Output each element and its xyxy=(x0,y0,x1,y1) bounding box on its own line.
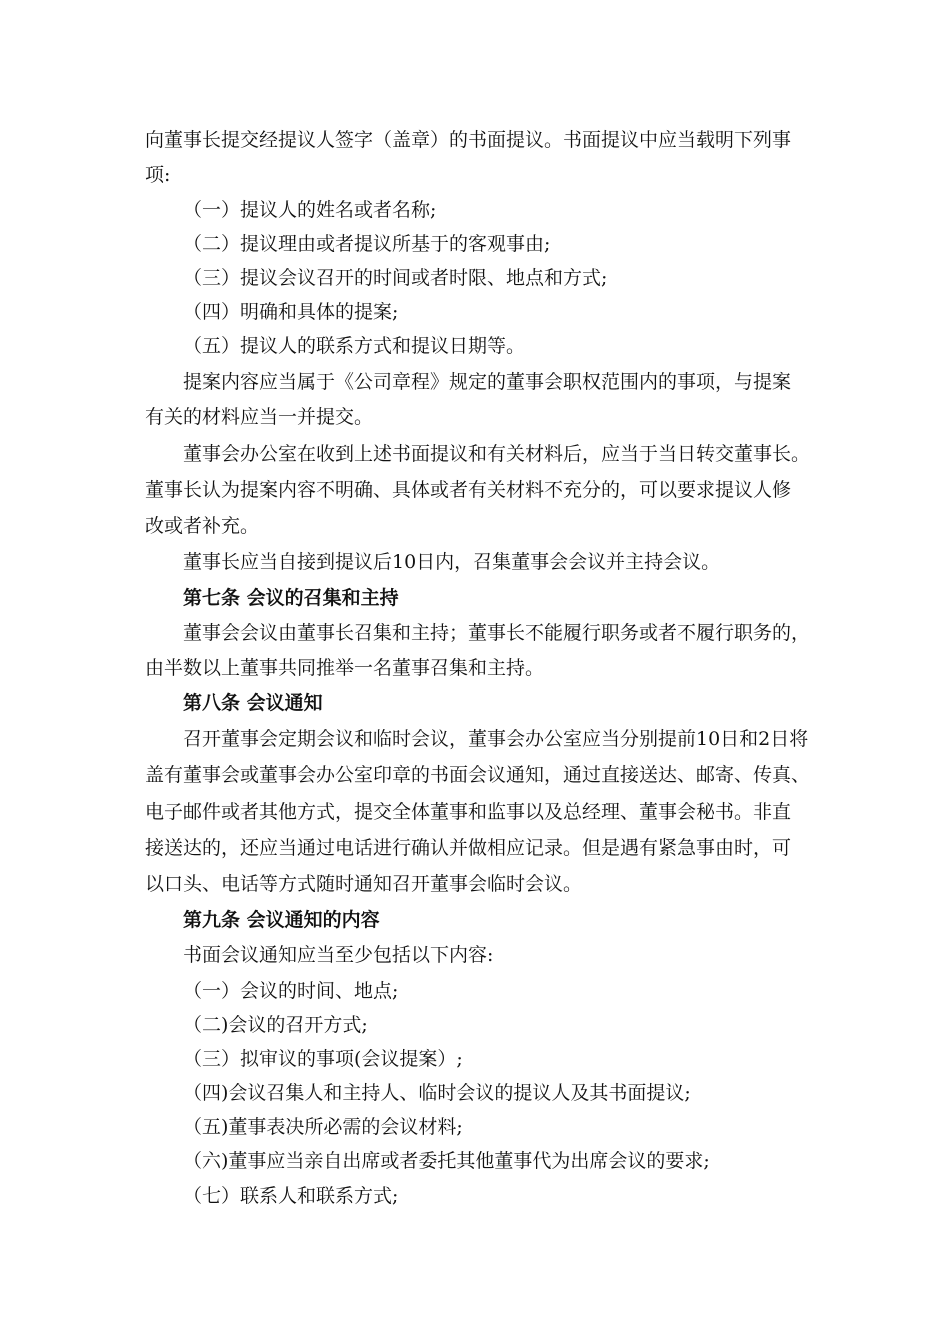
paragraph-line: 以口头、电话等方式随时通知召开董事会临时会议。 xyxy=(145,873,583,895)
list-item: （五）提议人的联系方式和提议日期等。 xyxy=(183,335,526,357)
article-heading: 第八条 会议通知 xyxy=(183,692,323,714)
paragraph-line: 接送达的，还应当通过电话进行确认并做相应记录。但是遇有紧急事由时，可 xyxy=(145,837,792,859)
paragraph-line: 董事长认为提案内容不明确、具体或者有关材料不充分的，可以要求提议人修 xyxy=(145,479,792,501)
paragraph-line: 盖有董事会或董事会办公室印章的书面会议通知，通过直接送达、邮寄、传真、 xyxy=(145,764,811,786)
article-heading: 第九条 会议通知的内容 xyxy=(183,909,380,931)
paragraph-line: 召开董事会定期会议和临时会议，董事会办公室应当分别提前10日和2日将 xyxy=(183,728,809,750)
list-item: （三）拟审议的事项(会议提案）; xyxy=(183,1048,463,1070)
paragraph-line: 电子邮件或者其他方式，提交全体董事和监事以及总经理、董事会秘书。非直 xyxy=(145,801,792,823)
paragraph-line: 董事会办公室在收到上述书面提议和有关材料后，应当于当日转交董事长。 xyxy=(183,443,811,465)
paragraph-line: 向董事长提交经提议人签字（盖章）的书面提议。书面提议中应当载明下列事 xyxy=(145,129,792,151)
paragraph-line: 有关的材料应当一并提交。 xyxy=(145,406,374,428)
paragraph-line: 项: xyxy=(145,164,171,186)
list-item: （二)会议的召开方式; xyxy=(183,1014,368,1036)
list-item: （二）提议理由或者提议所基于的客观事由; xyxy=(183,233,551,255)
list-item: （一）提议人的姓名或者名称; xyxy=(183,199,437,221)
list-item: （五)董事表决所必需的会议材料; xyxy=(183,1116,463,1138)
paragraph-line: 董事长应当自接到提议后10日内，召集董事会会议并主持会议。 xyxy=(183,551,721,573)
list-item: （一）会议的时间、地点; xyxy=(183,980,399,1002)
paragraph-line: 董事会会议由董事长召集和主持；董事长不能履行职务或者不履行职务的， xyxy=(183,622,811,644)
list-item: （七）联系人和联系方式; xyxy=(183,1185,399,1207)
list-item: （四）明确和具体的提案; xyxy=(183,301,399,323)
paragraph-line: 改或者补充。 xyxy=(145,515,260,537)
paragraph-line: 由半数以上董事共同推举一名董事召集和主持。 xyxy=(145,657,545,679)
list-item: （六)董事应当亲自出席或者委托其他董事代为出席会议的要求; xyxy=(183,1150,710,1172)
list-item: （四)会议召集人和主持人、临时会议的提议人及其书面提议; xyxy=(183,1082,691,1104)
paragraph-line: 书面会议通知应当至少包括以下内容: xyxy=(183,944,494,966)
paragraph-line: 提案内容应当属于《公司章程》规定的董事会职权范围内的事项，与提案 xyxy=(183,371,792,393)
list-item: （三）提议会议召开的时间或者时限、地点和方式; xyxy=(183,267,608,289)
article-heading: 第七条 会议的召集和主持 xyxy=(183,587,399,609)
